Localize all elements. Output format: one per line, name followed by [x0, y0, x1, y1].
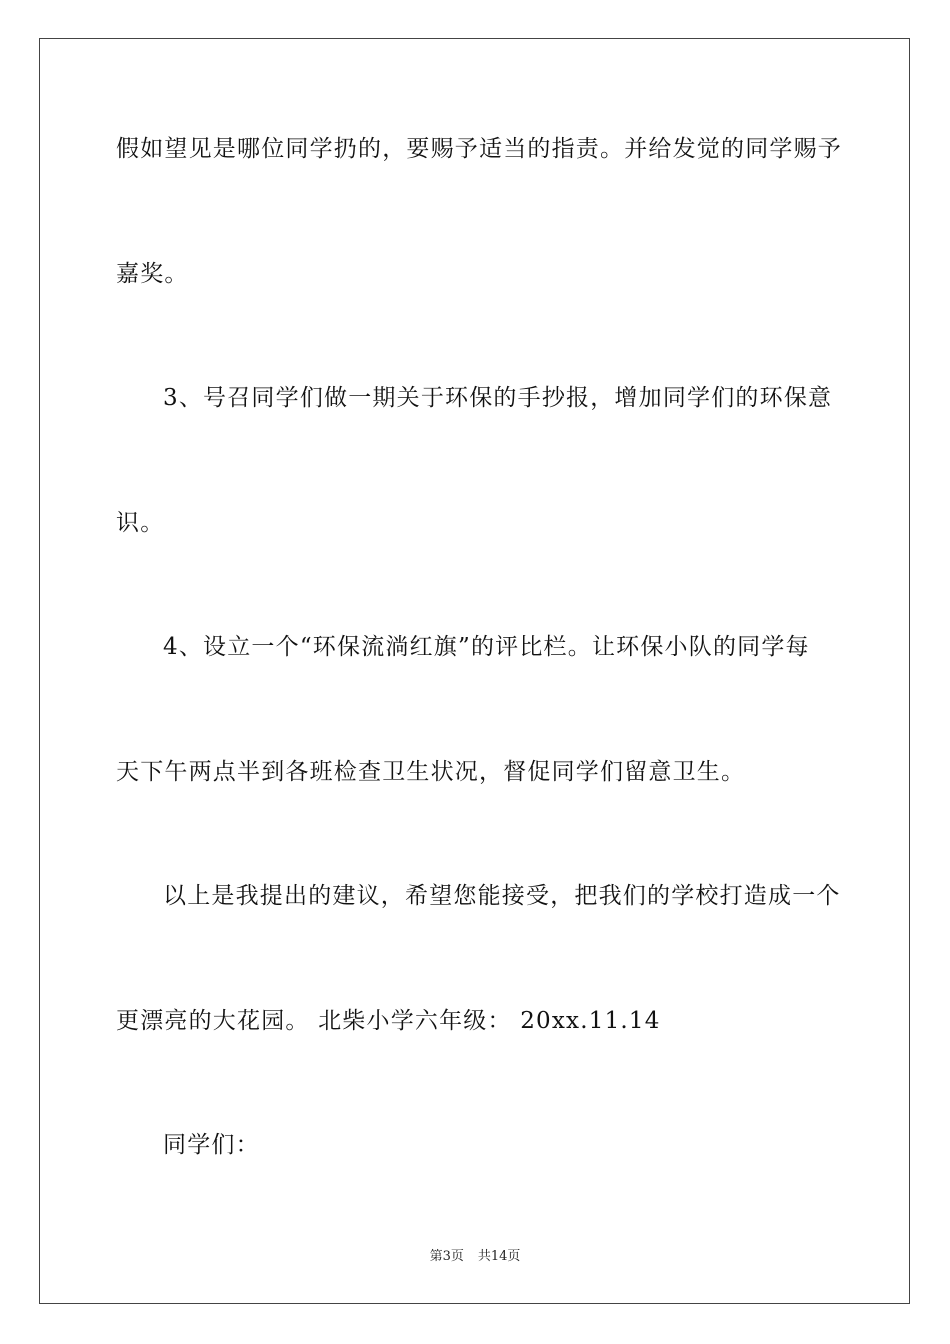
body-text-line: 同学们： [163, 1132, 260, 1158]
body-text-line: 天下午两点半到各班检查卫生状况，督促同学们留意卫生。 [116, 759, 746, 785]
body-text-line: 假如望见是哪位同学扔的，要赐予适当的指责。并给发觉的同学赐予 [116, 136, 842, 162]
page-number-total: 共14页 [477, 1249, 521, 1264]
body-text-line: 4、设立一个“环保流淌红旗”的评比栏。让环保小队的同学每 [163, 634, 810, 660]
body-text-line: 嘉奖。 [116, 261, 189, 287]
body-text-line: 更漂亮的大花园。 北柴小学六年级： 20xx.11.14 [116, 1008, 661, 1034]
page-number-current: 第3页 [429, 1249, 464, 1264]
page-footer [0, 1248, 950, 1266]
page-border [39, 38, 910, 1304]
body-text-line: 3、号召同学们做一期关于环保的手抄报，增加同学们的环保意 [163, 385, 833, 411]
body-text-line: 识。 [116, 510, 165, 536]
body-text-line: 以上是我提出的建议，希望您能接受，把我们的学校打造成一个 [163, 883, 841, 909]
